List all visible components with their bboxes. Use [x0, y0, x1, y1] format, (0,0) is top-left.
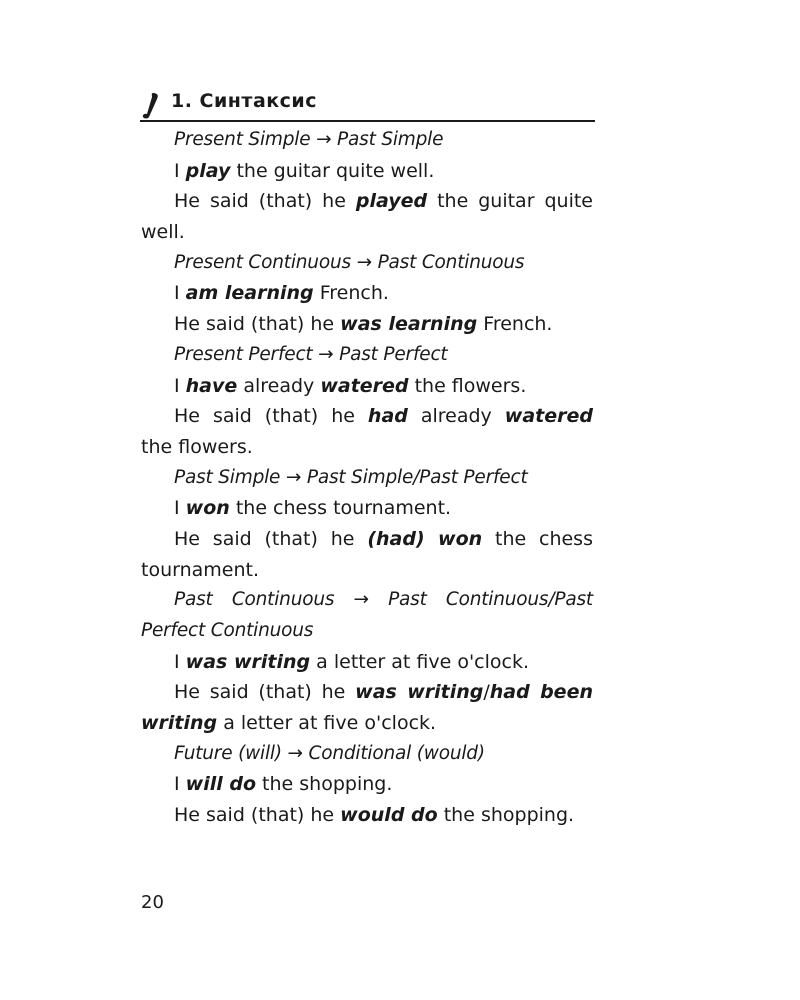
reported-sentence: He said (that) he was writing/had been — [174, 681, 593, 704]
reported-sentence-continuation: the flowers. — [141, 435, 253, 458]
rule-future: Future (will) → Conditional (would) — [174, 742, 485, 764]
page-number: 20 — [141, 892, 164, 913]
reported-sentence: He said (that) he was learning French. — [174, 313, 553, 336]
reported-sentence-continuation: writing a letter at five o'clock. — [141, 712, 437, 735]
rule-present-simple: Present Simple → Past Simple — [174, 129, 444, 150]
reported-sentence-continuation: well. — [141, 221, 185, 244]
reported-sentence: He said (that) he had already watered — [174, 405, 593, 428]
example-sentence: I have already watered the flowers. — [174, 374, 527, 397]
rule-past-continuous: Past Continuous → Past Continuous/Past — [174, 589, 593, 611]
example-sentence: I will do the shopping. — [174, 773, 393, 796]
reported-sentence: He said (that) he would do the shopping. — [174, 804, 575, 827]
rule-past-simple: Past Simple → Past Simple/Past Perfect — [174, 466, 528, 488]
reported-sentence: He said (that) he (had) won the chess — [174, 527, 593, 550]
chapter-title: 1. Синтаксис — [171, 90, 318, 112]
page-body — [141, 125, 593, 831]
rule-present-perfect: Present Perfect → Past Perfect — [174, 343, 448, 365]
quill-mark-icon — [140, 92, 160, 120]
rule-present-continuous: Present Continuous → Past Continuous — [174, 251, 525, 273]
example-sentence: I play the guitar quite well. — [174, 159, 435, 182]
reported-sentence-continuation: tournament. — [141, 558, 260, 581]
example-sentence: I won the chess tournament. — [174, 497, 452, 520]
example-sentence: I am learning French. — [174, 282, 389, 305]
rule-past-continuous-continuation: Perfect Continuous — [141, 620, 314, 641]
reported-sentence: He said (that) he played the guitar quite — [174, 190, 593, 213]
example-sentence: I was writing a letter at five o'clock. — [174, 650, 530, 673]
chapter-header — [140, 86, 595, 122]
